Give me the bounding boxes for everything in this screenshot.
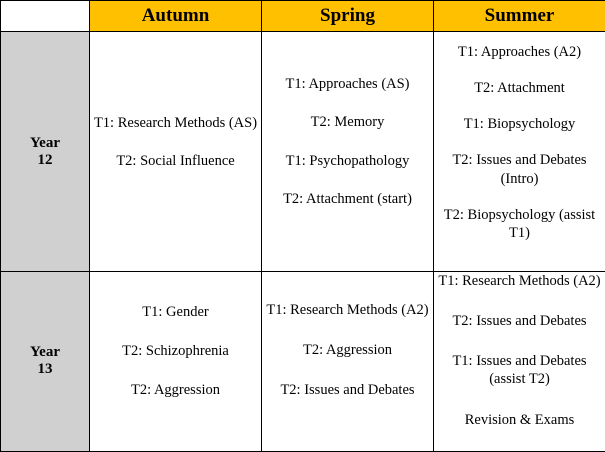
list-item: T1: Research Methods (AS) (90, 114, 261, 132)
column-header-summer: Summer (434, 1, 605, 32)
cell-year12-autumn (90, 32, 262, 272)
list-item: T1: Approaches (AS) (262, 75, 433, 93)
list-item: T1: Gender (90, 303, 261, 321)
column-header-spring: Spring (262, 1, 434, 32)
year-label-line-2: 12 (1, 152, 89, 169)
list-item: T1: Approaches (A2) (434, 43, 605, 61)
table-header-row (1, 1, 605, 32)
list-item: T2: Memory (262, 113, 433, 131)
cell-year13-autumn (90, 272, 262, 452)
list-item: T2: Attachment (start) (262, 190, 433, 208)
list-item: Revision & Exams (434, 411, 605, 429)
list-item: T2: Social Influence (90, 152, 261, 170)
year-label-line-2: 13 (1, 361, 89, 378)
table-row-year13 (1, 272, 605, 452)
cell-year13-spring (262, 272, 434, 452)
cell-year13-summer (434, 272, 605, 452)
cell-year12-summer (434, 32, 605, 272)
list-item: T2: Biopsychology (assist T1) (434, 206, 605, 242)
year-label-year12 (1, 32, 90, 272)
list-item: T1: Psychopathology (262, 152, 433, 170)
list-item: T2: Aggression (262, 341, 433, 359)
year-label-line-1: Year (1, 344, 89, 361)
year-label-year13 (1, 272, 90, 452)
corner-cell (1, 1, 90, 32)
list-item: T1: Biopsychology (434, 115, 605, 133)
year-label-line-1: Year (1, 135, 89, 152)
list-item: T2: Issues and Debates (262, 381, 433, 399)
list-item: T1: Research Methods (A2) (262, 301, 433, 319)
list-item: T2: Schizophrenia (90, 342, 261, 360)
list-item: T2: Issues and Debates (Intro) (434, 151, 605, 187)
table-row-year12 (1, 32, 605, 272)
cell-year12-spring (262, 32, 434, 272)
list-item: T2: Attachment (434, 79, 605, 97)
list-item: T2: Aggression (90, 381, 261, 399)
column-header-autumn: Autumn (90, 1, 262, 32)
list-item: T2: Issues and Debates (434, 312, 605, 330)
list-item: T1: Research Methods (A2) (434, 272, 605, 290)
list-item: T1: Issues and Debates (assist T2) (434, 352, 605, 388)
